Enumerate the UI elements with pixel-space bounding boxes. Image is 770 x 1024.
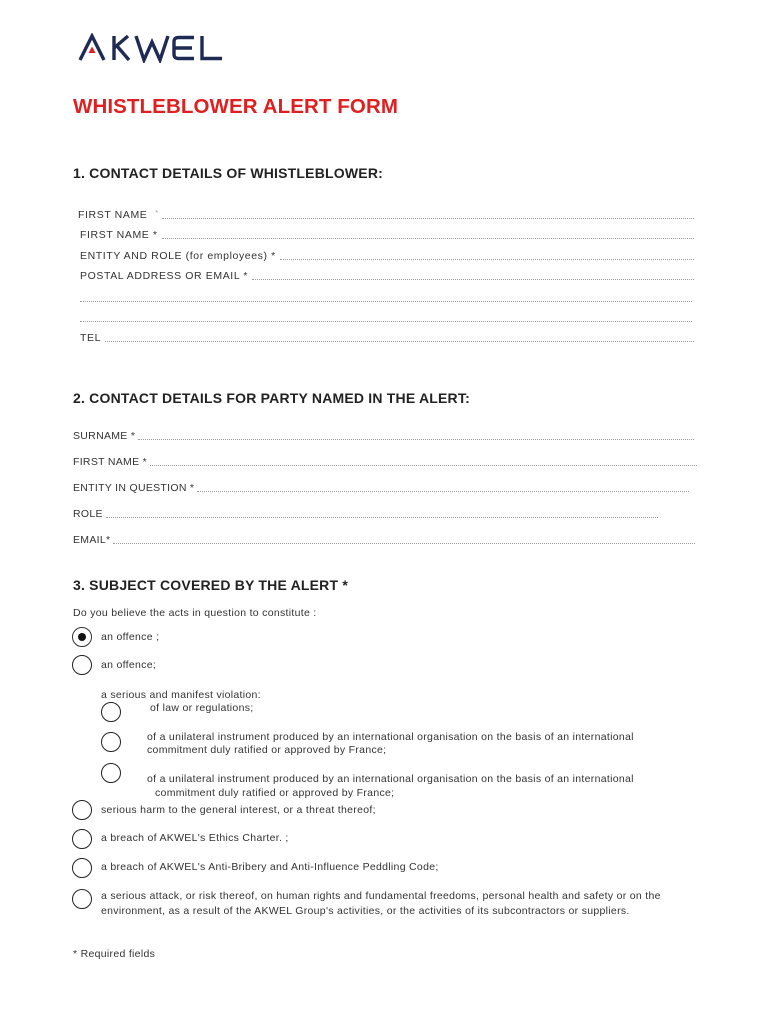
first-name-required-mark: * [155, 210, 159, 217]
entity-question-input[interactable] [197, 491, 689, 492]
email-field[interactable] [73, 532, 695, 546]
role-label: ROLE [73, 508, 103, 520]
option-human-rights-line1: a serious attack, or risk thereof, on human rights and fundamental freedoms, personal health and safety or on the [101, 890, 661, 902]
option-offence-2-label: an offence; [101, 659, 157, 671]
first-name-label-1: FIRST NAME [78, 209, 148, 221]
radio-offence-2[interactable] [72, 655, 92, 675]
akwel-logo [78, 33, 258, 63]
tel-label: TEL [80, 332, 102, 344]
option-anti-bribery-label: a breach of AKWEL's Anti-Bribery and Anti-Influence Peddling Code; [101, 861, 439, 873]
section2-heading: 2. CONTACT DETAILS FOR PARTY NAMED IN THE ALERT: [73, 390, 470, 406]
tel-field[interactable] [80, 330, 694, 344]
party-first-name-input[interactable] [150, 465, 697, 466]
first-name-field-1[interactable] [78, 207, 694, 221]
entity-role-label: ENTITY AND ROLE (for employees) * [80, 250, 276, 262]
required-fields-note: * Required fields [73, 948, 156, 960]
option-offence-1-label: an offence ; [101, 631, 160, 643]
radio-law-regulations[interactable] [101, 702, 121, 722]
radio-unilateral-instrument-2[interactable] [101, 763, 121, 783]
party-first-name-field[interactable] [73, 454, 697, 468]
section3-heading: 3. SUBJECT COVERED BY THE ALERT * [73, 577, 348, 593]
postal-extra-line-1[interactable] [80, 301, 692, 302]
surname-label: SURNAME * [73, 430, 136, 442]
email-input[interactable] [113, 543, 695, 544]
role-input[interactable] [106, 517, 658, 518]
option-unilateral-2-line1: of a unilateral instrument produced by an international organisation on the basis of an international [147, 773, 634, 785]
entity-role-field[interactable] [80, 248, 694, 262]
party-first-name-label: FIRST NAME * [73, 456, 147, 468]
entity-question-field[interactable] [73, 480, 689, 494]
surname-field[interactable] [73, 428, 694, 442]
radio-human-rights[interactable] [72, 889, 92, 909]
option-law-regulations-label: of law or regulations; [150, 702, 254, 714]
option-serious-harm-label: serious harm to the general interest, or a threat thereof; [101, 804, 376, 816]
option-ethics-charter-label: a breach of AKWEL's Ethics Charter. ; [101, 832, 289, 844]
subject-question: Do you believe the acts in question to constitute : [73, 607, 317, 619]
entity-role-input[interactable] [280, 259, 694, 260]
first-name-label-2: FIRST NAME * [80, 229, 158, 241]
postal-email-input[interactable] [252, 279, 694, 280]
postal-extra-line-2[interactable] [80, 321, 692, 322]
violation-intro: a serious and manifest violation: [101, 689, 261, 701]
first-name-field-2[interactable] [80, 227, 694, 241]
section1-heading: 1. CONTACT DETAILS OF WHISTLEBLOWER: [73, 165, 383, 181]
email-label: EMAIL* [73, 534, 111, 546]
entity-question-label: ENTITY IN QUESTION * [73, 482, 195, 494]
role-field[interactable] [73, 506, 658, 520]
option-human-rights-line2: environment, as a result of the AKWEL Group's activities, or the activities of its subcontractors or suppliers. [101, 905, 630, 917]
surname-input[interactable] [138, 439, 694, 440]
option-unilateral-1-line2: commitment duly ratified or approved by France; [147, 744, 387, 756]
option-unilateral-1-line1: of a unilateral instrument produced by an international organisation on the basis of an international [147, 731, 634, 743]
option-unilateral-2-line2: commitment duly ratified or approved by France; [155, 787, 395, 799]
postal-email-field[interactable] [80, 268, 694, 282]
first-name-input-1[interactable] [162, 218, 694, 219]
tel-input[interactable] [105, 341, 694, 342]
radio-ethics-charter[interactable] [72, 829, 92, 849]
radio-unilateral-instrument-1[interactable] [101, 732, 121, 752]
first-name-input-2[interactable] [162, 238, 694, 239]
radio-serious-harm[interactable] [72, 800, 92, 820]
postal-email-label: POSTAL ADDRESS OR EMAIL * [80, 270, 249, 282]
radio-offence-1[interactable] [72, 627, 92, 647]
form-title: WHISTLEBLOWER ALERT FORM [73, 95, 399, 118]
radio-anti-bribery[interactable] [72, 858, 92, 878]
